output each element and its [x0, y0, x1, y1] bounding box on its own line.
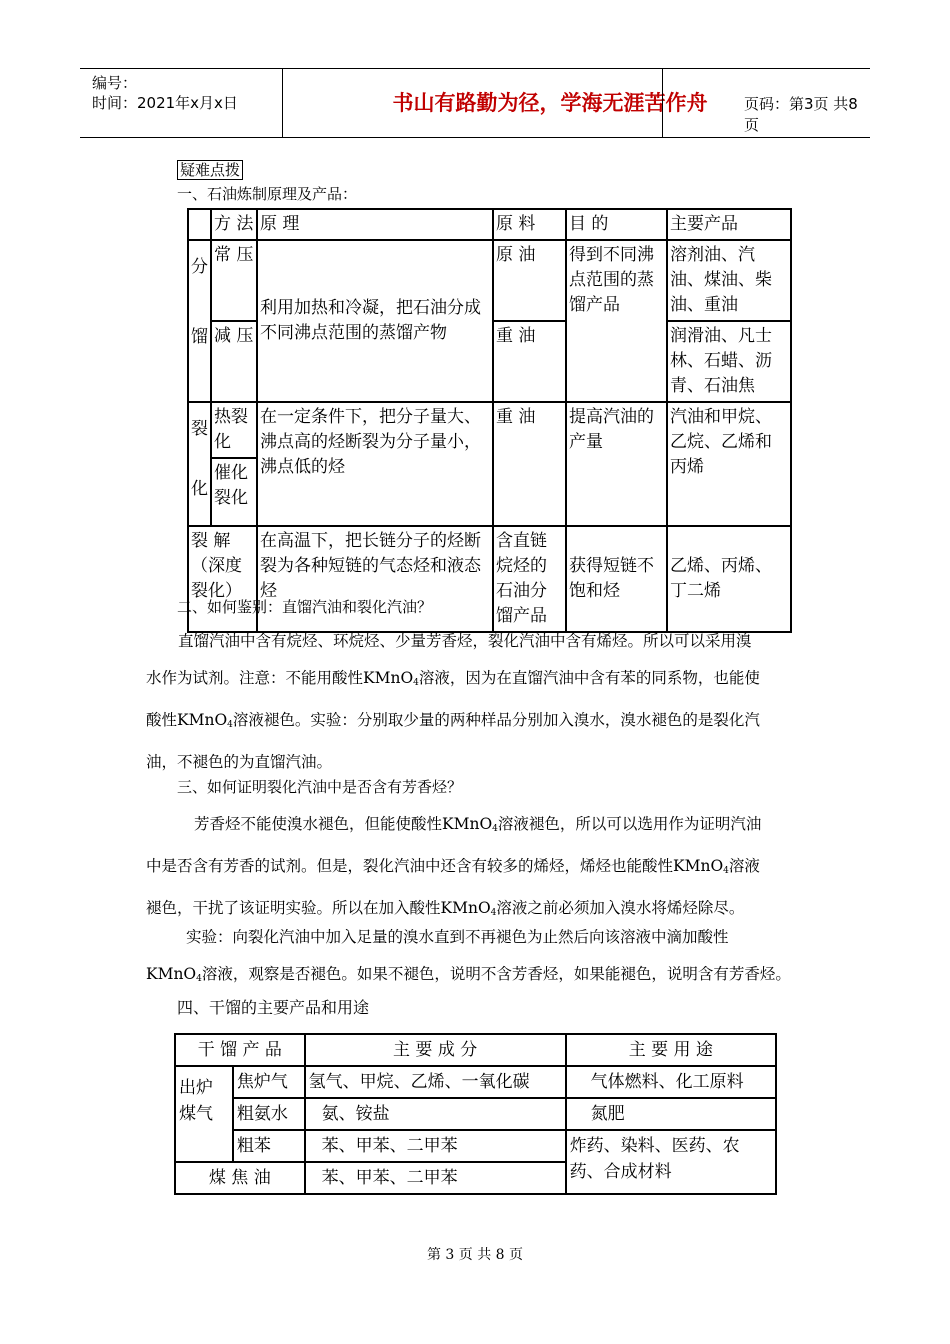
header-page-number: 页码：第3页 共8页	[744, 95, 858, 134]
table-cell: 苯、甲苯、二甲苯	[305, 1130, 566, 1162]
table-cell: 苯、甲苯、二甲苯	[305, 1162, 566, 1194]
table-cell: 氢气、甲烷、乙烯、一氧化碳	[305, 1066, 566, 1098]
table-cell: 裂 化	[188, 402, 211, 526]
section-tag: 疑难点拨	[177, 160, 243, 180]
refining-table	[187, 208, 792, 633]
table-cell: 热裂化	[211, 402, 257, 458]
section-2-body: 直馏汽油中含有烷烃、环烷烃、少量芳香烃，裂化汽油中含有烯烃。所以可以采用溴 水作为试剂。注意：不能用酸性KMnO$_4$溶液，因为在直馏汽油中含有苯的同系物，也能使 酸性KMnO$_4$溶液褪色。实验：分别取少量的两种样品分别加入溴水，溴水褪色的是裂化汽 油，不褪色的为直馏汽油。	[146, 632, 760, 771]
table-cell: 分 馏	[188, 240, 211, 402]
section-1-title: 一、石油炼制原理及产品：	[177, 185, 358, 203]
table-cell: 氨、铵盐	[305, 1098, 566, 1130]
table-cell: 在一定条件下，把分子量大、沸点高的烃断裂为分子量小，沸点低的烃	[257, 402, 493, 526]
table-cell: 乙烯、丙烯、丁二烯	[667, 526, 791, 632]
table-cell: 含直链烷烃的石油分馏产品	[493, 526, 566, 632]
table-cell: 氮肥	[566, 1098, 776, 1130]
table-cell: 原 油	[493, 240, 566, 321]
table-row	[175, 1098, 776, 1130]
table-cell: 常 压	[211, 240, 257, 321]
section-3-experiment: 实验：向裂化汽油中加入足量的溴水直到不再褪色为止然后向该溶液中滴加酸性 KMnO$_4$溶液，观察是否褪色。如果不褪色，说明不含芳香烃，如果能褪色，说明含有芳香烃。	[146, 928, 791, 984]
table-header-cell: 主 要 用 途	[566, 1034, 776, 1066]
table-cell: 汽油和甲烷、乙烷、乙烯和丙烯	[667, 402, 791, 526]
table-cell: 粗苯	[233, 1130, 305, 1162]
section-2-title: 二、如何鉴别：直馏汽油和裂化汽油？	[177, 598, 433, 616]
table-cell: 焦炉气	[233, 1066, 305, 1098]
table-row	[188, 402, 791, 458]
table-cell: 裂 解（深度裂化）	[188, 526, 257, 632]
table-cell: 获得短链不饱和烃	[566, 526, 667, 632]
table-header-cell: 主要产品	[667, 209, 791, 240]
section-3-title: 三、如何证明裂化汽油中是否含有芳香烃？	[177, 778, 463, 796]
table-cell: 炸药、染料、医药、农药、合成材料	[566, 1130, 776, 1194]
section-3-body: 芳香烃不能使溴水褪色，但能使酸性KMnO$_4$溶液褪色，所以可以选用作为证明汽油 中是否含有芳香的试剂。但是，裂化汽油中还含有较多的烯烃，烯烃也能酸性KMnO$_4$溶液 褪色，干扰了该证明实验。所以在加入酸性KMnO$_4$溶液之前必须加入溴水将烯烃除尽。	[146, 815, 762, 918]
table-header-row	[188, 209, 791, 240]
table-row	[175, 1130, 776, 1162]
table-cell: 利用加热和冷凝，把石油分成不同沸点范围的蒸馏产物	[257, 240, 493, 402]
header-divider	[282, 69, 283, 137]
table-cell: 溶剂油、汽油、煤油、柴油、重油	[667, 240, 791, 321]
table-header-cell: 原 理	[257, 209, 493, 240]
table-cell: 催化裂化	[211, 458, 257, 526]
table-cell: 出炉煤气	[175, 1066, 233, 1162]
table-header-cell: 原 料	[493, 209, 566, 240]
table-cell: 气体燃料、化工原料	[566, 1066, 776, 1098]
table-cell: 煤 焦 油	[175, 1162, 305, 1194]
header-divider	[662, 69, 663, 137]
table-row	[175, 1066, 776, 1098]
table-header-row	[175, 1034, 776, 1066]
page-header	[80, 68, 870, 138]
table-header-cell: 干 馏 产 品	[175, 1034, 305, 1066]
table-cell: 润滑油、凡士林、石蜡、沥青、石油焦	[667, 321, 791, 402]
table-cell: 在高温下，把长链分子的烃断裂为各种短链的气态烃和液态烃	[257, 526, 493, 632]
doc-date: 时间：2021年x月x日	[92, 94, 238, 112]
table-header-cell: 主 要 成 分	[305, 1034, 566, 1066]
table-cell: 减 压	[211, 321, 257, 402]
table-header-cell: 方 法	[211, 209, 257, 240]
table-header-cell: 目 的	[566, 209, 667, 240]
table-cell: 重 油	[493, 321, 566, 402]
doc-code-label: 编号：	[92, 74, 138, 92]
table-row	[188, 240, 791, 321]
table-cell	[188, 209, 211, 240]
dry-distillation-table	[174, 1033, 777, 1195]
section-4-title: 四、干馏的主要产品和用途	[177, 998, 370, 1017]
table-cell: 得到不同沸点范围的蒸馏产品	[566, 240, 667, 402]
table-cell: 粗氨水	[233, 1098, 305, 1130]
page-footer: 第 3 页 共 8 页	[426, 1247, 524, 1263]
header-motto: 书山有路勤为径，学海无涯苦作舟	[392, 90, 708, 115]
table-cell: 提高汽油的产量	[566, 402, 667, 526]
table-cell: 重 油	[493, 402, 566, 526]
